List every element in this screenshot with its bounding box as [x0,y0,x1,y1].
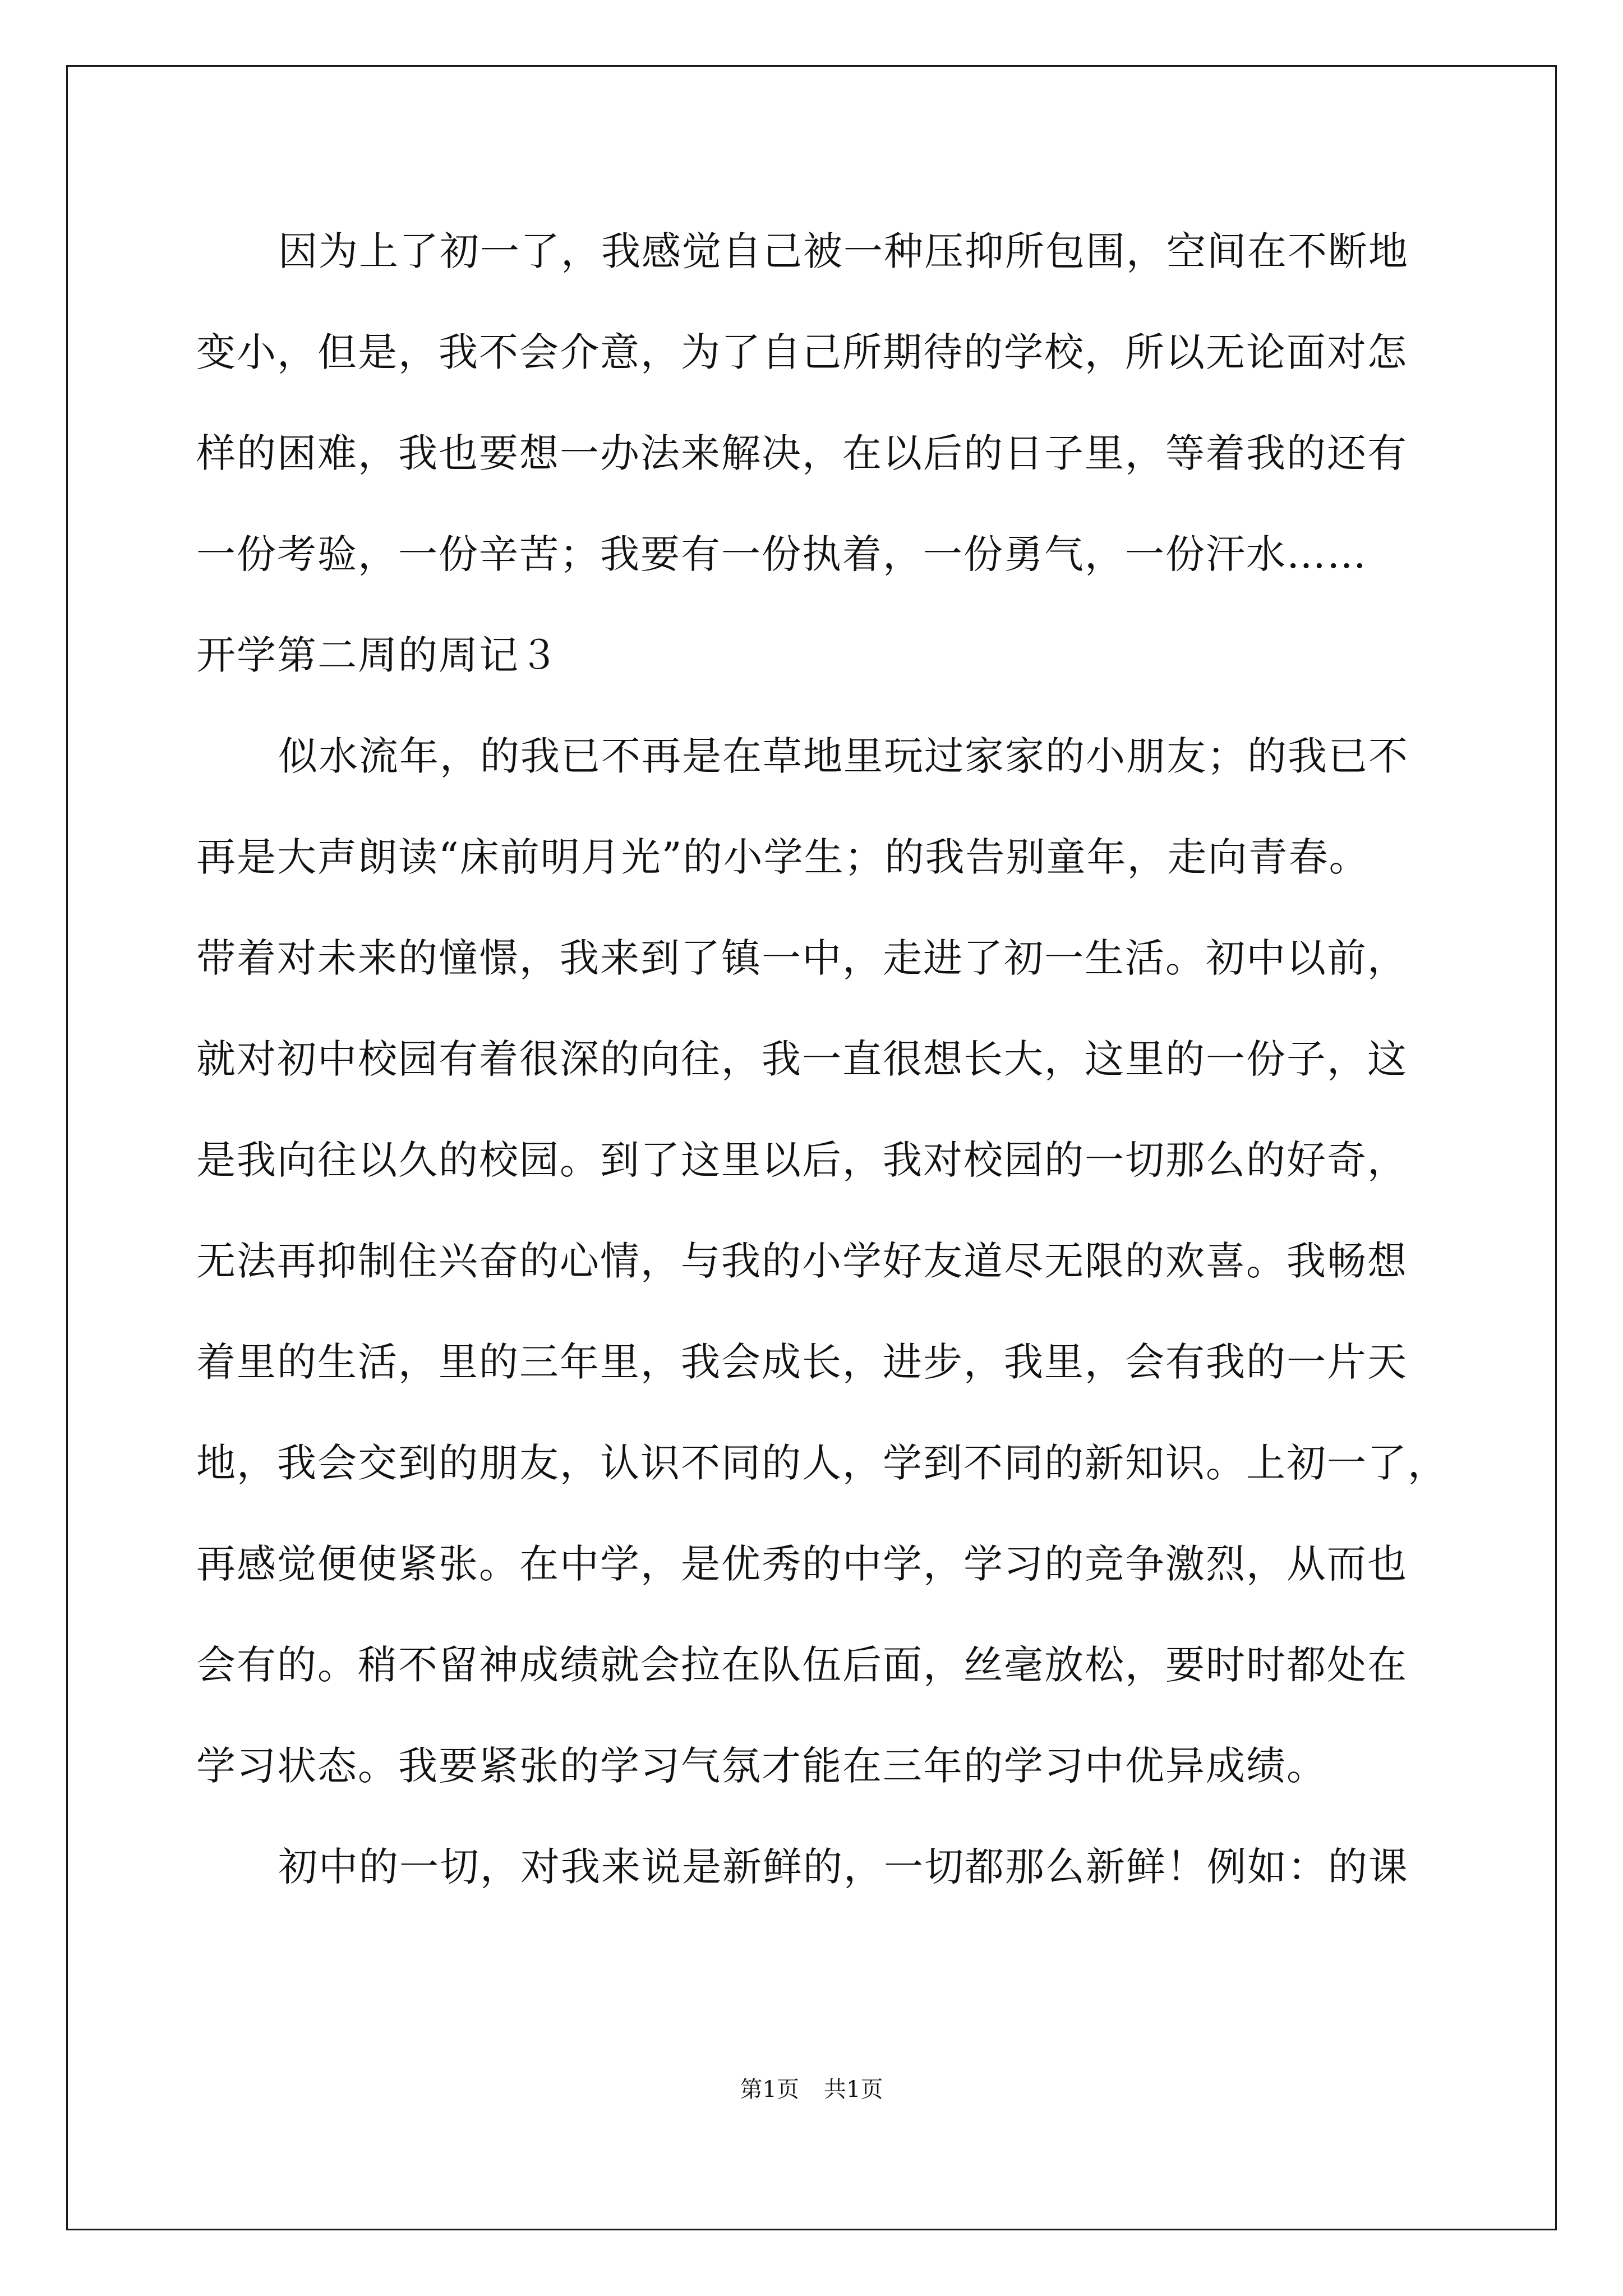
page-total: 共1页 [824,2077,883,2102]
paragraph-line: 是我向往以久的校园。到了这里以后，我对校园的一切那么的好奇， [196,1137,1408,1183]
paragraph-line: 初中的一切，对我来说是新鲜的，一切都那么新鲜！例如：的课 [278,1844,1409,1890]
paragraph-line: 似水流年，的我已不再是在草地里玩过家家的小朋友；的我已不 [278,733,1409,779]
paragraph-line: 就对初中校园有着很深的向往，我一直很想长大，这里的一份子，这 [196,1036,1408,1082]
paragraph-line: 变小，但是，我不会介意，为了自己所期待的学校，所以无论面对怎 [196,329,1408,375]
paragraph-line: 样的困难，我也要想一办法来解决，在以后的日子里，等着我的还有 [196,430,1408,476]
paragraph-line: 地，我会交到的朋友，认识不同的人，学到不同的新知识。上初一了， [196,1440,1448,1486]
paragraph-line: 着里的生活，里的三年里，我会成长，进步，我里，会有我的一片天 [196,1339,1408,1385]
paragraph-line: 一份考验，一份辛苦；我要有一份执着，一份勇气，一份汗水…… [196,531,1367,577]
paragraph-line: 无法再抑制住兴奋的心情，与我的小学好友道尽无限的欢喜。我畅想 [196,1238,1408,1284]
paragraph-line: 再感觉便使紧张。在中学，是优秀的中学，学习的竞争激烈，从而也 [196,1541,1408,1587]
paragraph-line: 会有的。稍不留神成绩就会拉在队伍后面，丝毫放松，要时时都处在 [196,1642,1408,1688]
page-number: 第1页 [740,2077,799,2102]
section-heading: 开学第二周的周记３ [196,632,560,678]
paragraph-line: 带着对未来的憧憬，我来到了镇一中，走进了初一生活。初中以前， [196,935,1408,981]
page-footer [0,2076,1623,2104]
paragraph-line: 学习状态。我要紧张的学习气氛才能在三年的学习中优异成绩。 [196,1743,1327,1789]
paragraph-line: 再是大声朗读“床前明月光”的小学生；的我告别童年，走向青春。 [196,834,1370,880]
paragraph-line: 因为上了初一了，我感觉自己被一种压抑所包围，空间在不断地 [278,228,1409,274]
